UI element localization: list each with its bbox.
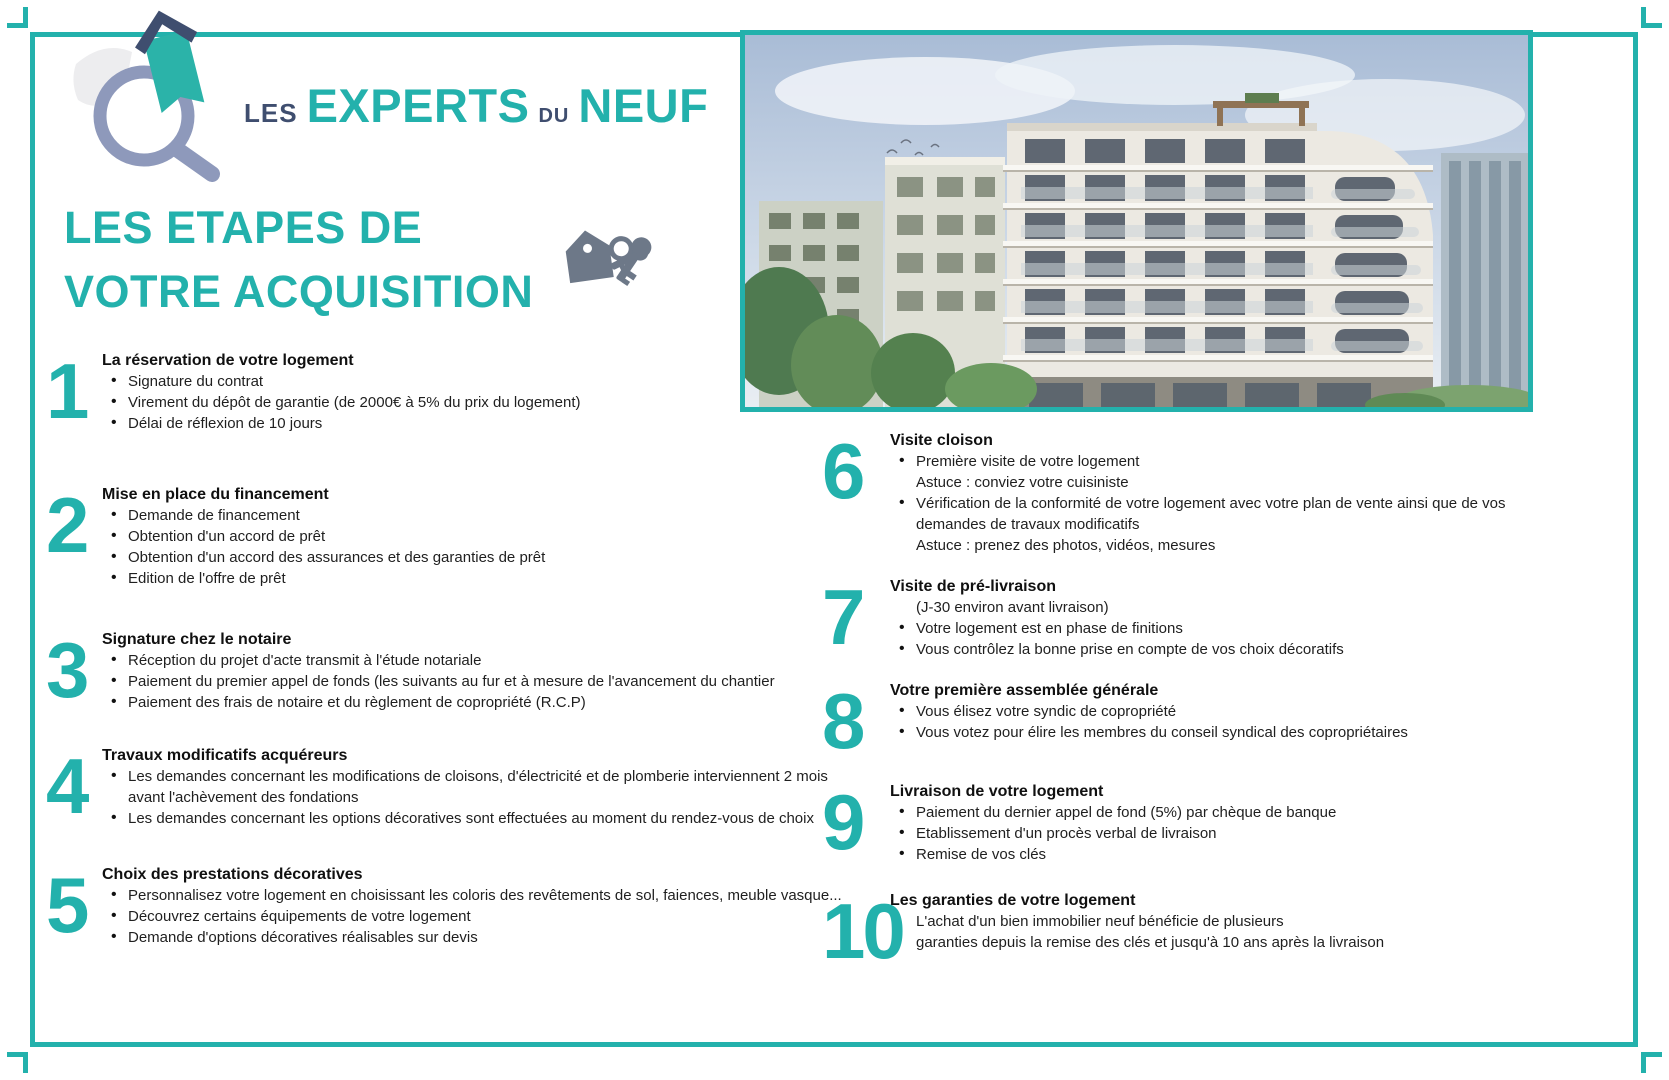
wordmark-experts: EXPERTS <box>306 79 530 132</box>
step-heading: La réservation de votre logement <box>102 352 354 369</box>
step-heading: Les garanties de votre logement <box>890 891 1136 909</box>
building-photo <box>740 30 1533 412</box>
brand-logo <box>70 2 708 184</box>
step-bullet-item: • Réception du projet d'acte transmit à l'étude notariale <box>102 650 846 671</box>
step-bullet-item: • Vous votez pour élire les membres du conseil syndical des copropriétaires <box>890 722 1546 743</box>
step-bullet-item: • Obtention d'un accord de prêt <box>102 526 846 547</box>
step-bullet-item: • Paiement du premier appel de fonds (les suivants au fur et à mesure de l'avancement du chantier <box>102 671 846 692</box>
step-number: 1 <box>46 347 87 435</box>
corner-mark <box>7 7 28 28</box>
step-bullet-item: • Vous contrôlez la bonne prise en compte de vos choix décoratifs <box>890 639 1546 660</box>
step-7 <box>822 573 1546 661</box>
step-bullet-item: • Obtention d'un accord des assurances et des garanties de prêt <box>102 547 846 568</box>
step-heading: Visite de pré-livraison <box>890 578 1056 595</box>
step-6 <box>822 427 1546 556</box>
step-8 <box>822 677 1546 765</box>
step-bullet-item: • Les demandes concernant les options décoratives sont effectuées au moment du rendez-vous de choix <box>102 808 846 829</box>
step-bullet-item: • Demande de financement <box>102 505 846 526</box>
step-10 <box>822 886 1546 975</box>
step-note-line: L'achat d'un bien immobilier neuf bénéficie de plusieurs <box>916 912 1284 930</box>
step-bullet-item: • Signature du contrat <box>102 371 846 392</box>
step-4 <box>46 742 846 830</box>
step-number: 5 <box>46 861 87 949</box>
step-number: 4 <box>46 742 87 830</box>
step-heading: Votre première assemblée générale <box>890 682 1159 699</box>
step-bullet-item: • Première visite de votre logement <box>890 451 1546 472</box>
step-bullet-item: • Votre logement est en phase de finitions <box>890 618 1546 639</box>
step-number: 6 <box>822 427 863 515</box>
wordmark-du: DU <box>538 105 570 127</box>
step-2 <box>46 481 846 589</box>
step-bullet-item: • Vérification de la conformité de votre logement avec votre plan de vente ainsi que de vos demandes de travaux modificatifs <box>890 493 1546 535</box>
page-title-line2: VOTRE ACQUISITION <box>64 266 534 317</box>
steps-column-right <box>822 427 1546 975</box>
page-title-line1: LES ETAPES DE <box>64 202 423 253</box>
step-note-line: (J-30 environ avant livraison) <box>916 599 1109 616</box>
step-bullet-item: • Paiement du dernier appel de fond (5%) par chèque de banque <box>890 802 1546 823</box>
wordmark-neuf: NEUF <box>578 79 709 132</box>
corner-mark <box>1641 1052 1662 1073</box>
step-1 <box>46 347 846 435</box>
step-bullet-item: • Demande d'options décoratives réalisables sur devis <box>102 927 846 948</box>
step-note-line: garanties depuis la remise des clés et jusqu'à 10 ans après la livraison <box>916 933 1385 951</box>
corner-mark <box>1641 7 1662 28</box>
step-5 <box>46 861 846 949</box>
step-bullet-item: • Etablissement d'un procès verbal de livraison <box>890 823 1546 844</box>
step-bullet-item: • Virement du dépôt de garantie (de 2000€ à 5% du prix du logement) <box>102 392 846 413</box>
house-keys-icon <box>552 218 677 303</box>
step-heading: Livraison de votre logement <box>890 782 1104 800</box>
step-number: 7 <box>822 573 863 661</box>
step-heading: Mise en place du financement <box>102 486 329 503</box>
wordmark-les: LES <box>244 98 298 128</box>
step-heading: Visite cloison <box>890 432 993 449</box>
step-bullet-item: • Paiement des frais de notaire et du règlement de copropriété (R.C.P) <box>102 692 846 713</box>
step-heading: Signature chez le notaire <box>102 631 292 648</box>
steps-column-left <box>46 347 846 949</box>
step-number: 10 <box>822 886 903 975</box>
page-title <box>64 196 533 324</box>
step-bullet-item: • Découvrez certains équipements de votre logement <box>102 906 846 927</box>
step-note-line: Astuce : prenez des photos, vidéos, mesures <box>916 537 1216 554</box>
step-bullet-item: • Edition de l'offre de prêt <box>102 568 846 589</box>
step-bullet-item: • Délai de réflexion de 10 jours <box>102 413 846 434</box>
step-bullet-item: • Les demandes concernant les modifications de cloisons, d'électricité et de plomberie interviennent 2 mois avant l'achèvement des fondations <box>102 766 846 808</box>
step-number: 8 <box>822 677 863 765</box>
building-photo-art <box>745 35 1528 407</box>
step-bullet-item: • Remise de vos clés <box>890 844 1546 865</box>
step-note-line: Astuce : conviez votre cuisiniste <box>916 474 1129 491</box>
step-bullet-item: • Personnalisez votre logement en choisissant les coloris des revêtements de sol, faiences, meuble vasque... <box>102 885 846 906</box>
step-3 <box>46 626 846 714</box>
step-number: 3 <box>46 626 87 714</box>
house-magnifier-icon <box>70 2 230 184</box>
step-bullet-item: • Vous élisez votre syndic de copropriété <box>890 701 1546 722</box>
step-heading: Travaux modificatifs acquéreurs <box>102 747 348 764</box>
step-number: 2 <box>46 481 87 569</box>
step-number: 9 <box>822 777 863 866</box>
brand-wordmark <box>244 78 708 133</box>
corner-mark <box>7 1052 28 1073</box>
step-heading: Choix des prestations décoratives <box>102 866 363 883</box>
step-9 <box>822 777 1546 866</box>
